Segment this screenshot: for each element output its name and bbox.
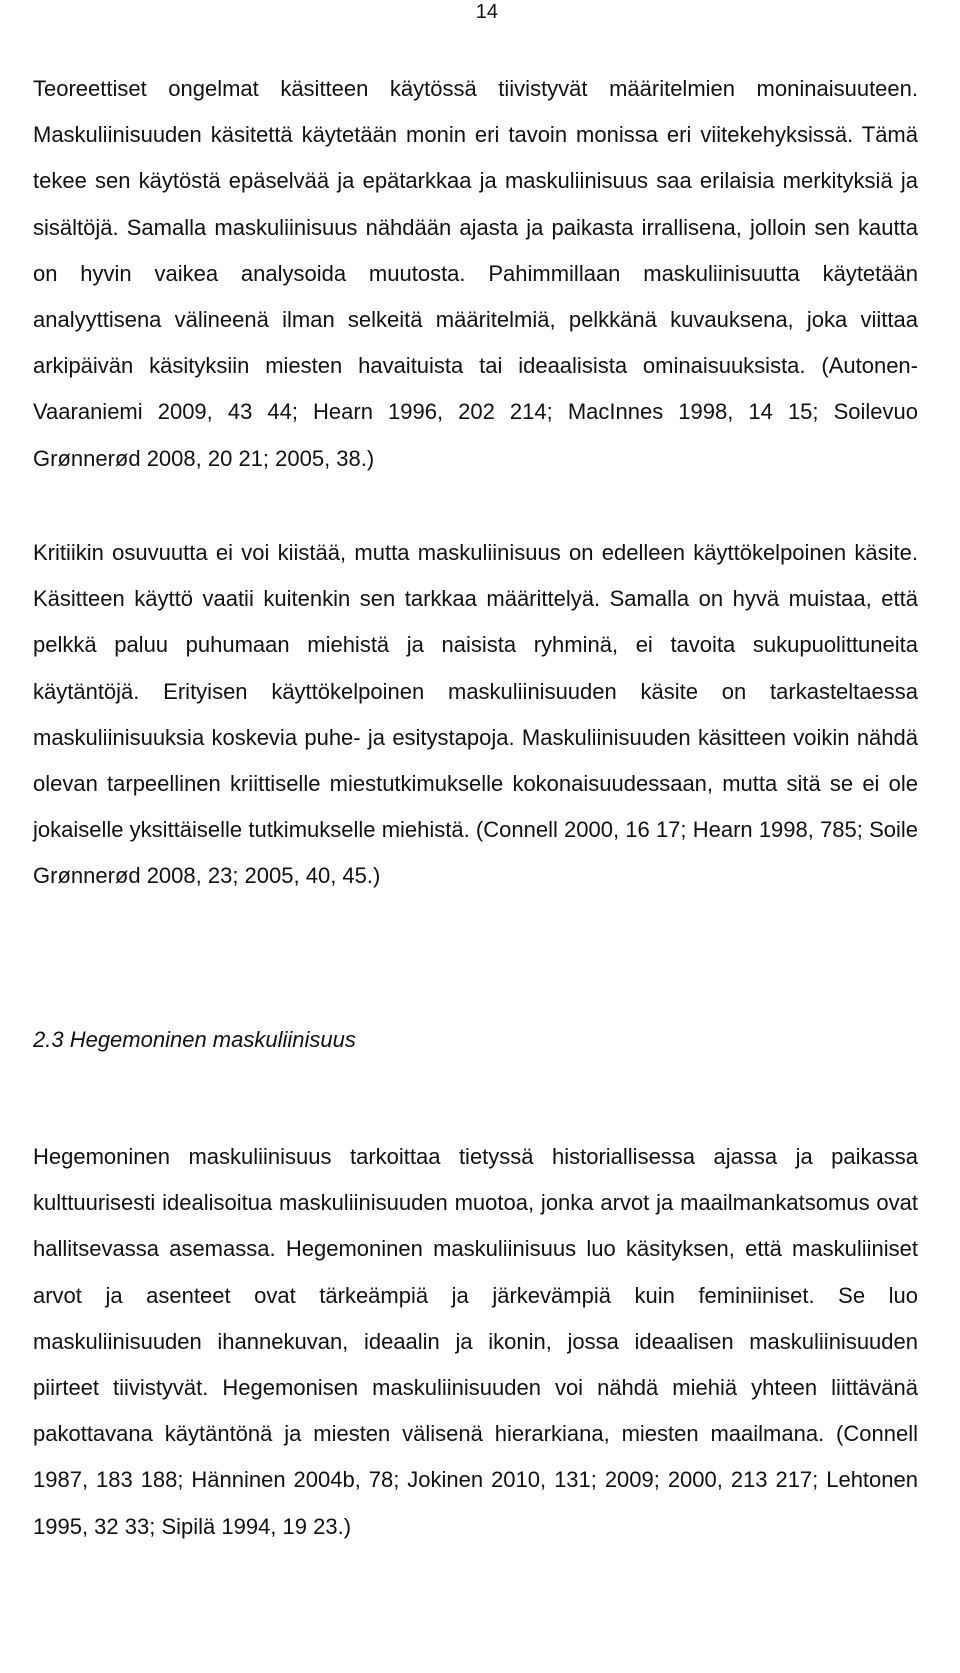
paragraph-usefulness-of-concept: Kritiikin osuvuutta ei voi kiistää, mutta maskuliinisuus on edelleen käyttökelpoinen käsite. Käsitteen käyttö vaatii kuitenkin sen tarkkaa määrittelyä. Samalla on hyvä muistaa, että pelkkä paluu puhumaan miehistä ja naisista ryhminä, ei tavoita sukupuolittuneita käytäntöjä. Erityisen käyttökelpoinen maskuliinisuuden käsite on tarkasteltaessa maskuliinisuuksia koskevia puhe- ja esitystapoja. Maskuliinisuuden käsitteen voikin nähdä olevan tarpeellinen kriittiselle miestutkimukselle kokonaisuudessaan, mutta sitä se ei ole jokaiselle yksittäiselle tutkimukselle miehistä. (Connell 2000, 16 17; Hearn 1998, 785; Soile Grønnerød 2008, 23; 2005, 40, 45.) [33,540,918,889]
paragraph-hegemonic-masculinity: Hegemoninen maskuliinisuus tarkoittaa tietyssä historiallisessa ajassa ja paikassa kulttuurisesti idealisoitua maskuliinisuuden muotoa, jonka arvot ja maailmankatsomus ovat hallitsevassa asemassa. Hegemoninen maskuliinisuus luo käsityksen, että maskuliiniset arvot ja asenteet ovat tärkeämpiä ja järkevämpiä kuin feminiiniset. Se luo maskuliinisuuden ihannekuvan, ideaalin ja ikonin, jossa ideaalisen maskuliinisuuden piirteet tiivistyvät. Hegemonisen maskuliinisuuden voi nähdä miehiä yhteen liittävänä pakottavana käytäntönä ja miesten välisenä hierarkiana, miesten maailmana. (Connell 1987, 183 188; Hänninen 2004b, 78; Jokinen 2010, 131; 2009; 2000, 213 217; Lehtonen 1995, 32 33; Sipilä 1994, 19 23.) [33,1144,918,1539]
paragraph-definition-problems: Teoreettiset ongelmat käsitteen käytössä tiivistyvät määritelmien moninaisuuteen. Maskuliinisuuden käsitettä käytetään monin eri tavoin monissa eri viitekehyksissä. Tämä tekee sen käytöstä epäselvää ja epätarkkaa ja maskuliinisuus saa erilaisia merkityksiä ja sisältöjä. Samalla maskuliinisuus nähdään ajasta ja paikasta irrallisena, jolloin sen kautta on hyvin vaikea analysoida muutosta. Pahimmillaan maskuliinisuutta käytetään analyyttisena välineenä ilman selkeitä määritelmiä, pelkkänä kuvauksena, joka viittaa arkipäivän käsityksiin miesten havaituista tai ideaalisista ominaisuuksista. (Autonen-Vaaraniemi 2009, 43 44; Hearn 1996, 202 214; MacInnes 1998, 14 15; Soilevuo Grønnerød 2008, 20 21; 2005, 38.) [33,76,918,471]
section-heading: 2.3 Hegemoninen maskuliinisuus [33,1027,356,1052]
page-number: 14 [475,1,498,23]
